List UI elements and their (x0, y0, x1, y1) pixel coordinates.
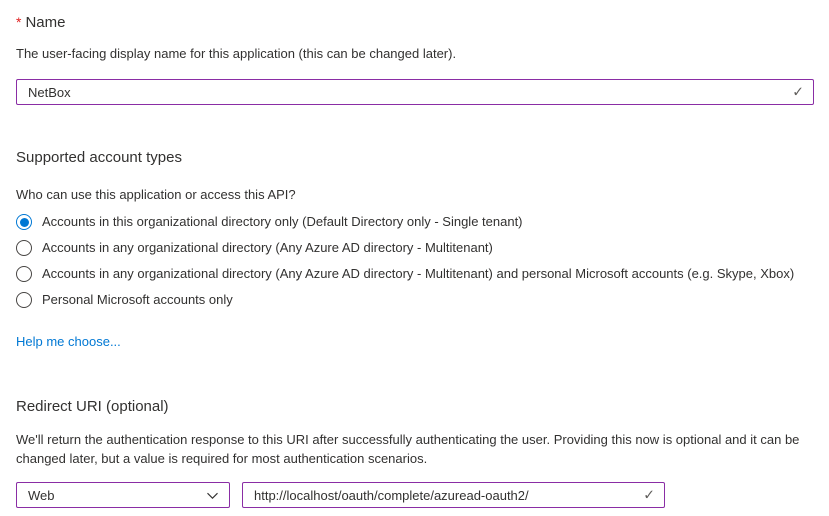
name-title-text: Name (25, 14, 66, 31)
radio-button[interactable] (16, 292, 32, 308)
redirect-uri-description: We'll return the authentication response to this URI after successfully authenticating the user. Providing this now is optional and it can be changed later, but a value is required for most authentication scenarios. (16, 432, 800, 466)
radio-button[interactable] (16, 240, 32, 256)
radio-option-single-tenant[interactable] (16, 209, 814, 235)
chevron-down-icon (206, 489, 219, 502)
name-description: The user-facing display name for this application (this can be changed later). (16, 46, 457, 61)
uri-input-wrap (242, 482, 665, 508)
required-asterisk: * (16, 14, 22, 30)
account-types-question: Who can use this application or access this API? (16, 187, 296, 202)
platform-select-value: Web (28, 487, 55, 503)
valid-check-icon: ✓ (643, 486, 655, 503)
radio-button[interactable] (16, 214, 32, 230)
name-input-wrap (16, 79, 814, 105)
redirect-uri-row (16, 482, 814, 508)
radio-option-personal-only[interactable] (16, 287, 814, 313)
radio-option-multitenant-personal[interactable] (16, 261, 814, 287)
radio-label: Accounts in this organizational directory only (Default Directory only - Single tenant) (42, 214, 523, 229)
name-section-title (16, 12, 814, 33)
redirect-uri-input[interactable] (242, 482, 665, 508)
radio-label: Personal Microsoft accounts only (42, 292, 233, 307)
radio-label: Accounts in any organizational directory (Any Azure AD directory - Multitenant) (42, 240, 493, 255)
radio-option-multitenant[interactable] (16, 235, 814, 261)
redirect-uri-title: Redirect URI (optional) (16, 398, 169, 415)
valid-check-icon: ✓ (792, 83, 804, 100)
account-types-radio-group (16, 209, 814, 313)
radio-button[interactable] (16, 266, 32, 282)
supported-account-types-title: Supported account types (16, 149, 182, 166)
radio-label: Accounts in any organizational directory (Any Azure AD directory - Multitenant) and personal Microsoft accounts (e.g. Skype, Xbox) (42, 266, 795, 281)
name-input[interactable] (16, 79, 814, 105)
help-me-choose-link[interactable]: Help me choose... (16, 334, 121, 349)
platform-select[interactable] (16, 482, 230, 508)
